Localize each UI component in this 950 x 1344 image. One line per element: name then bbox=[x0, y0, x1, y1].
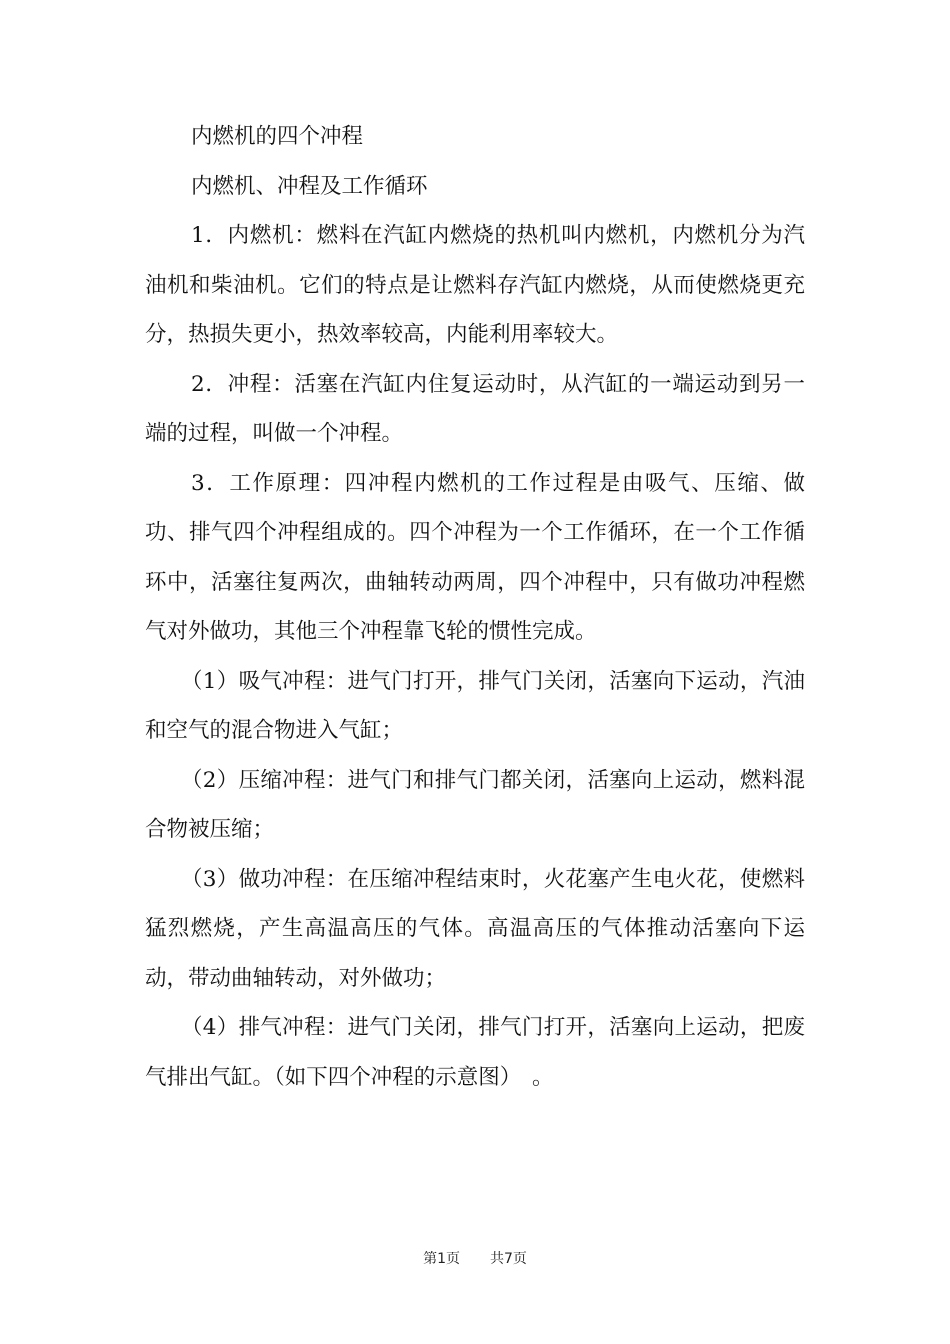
paragraph-working-principle: 3．工作原理：四冲程内燃机的工作过程是由吸气、压缩、做功、排气四个冲程组成的。四个冲程为一个工作循环，在一个工作循环中，活塞往复两次，曲轴转动两周，四个冲程中，只有做功冲程燃气对外做功，其他三个冲程靠飞轮的惯性完成。 bbox=[145, 470, 805, 644]
page-number-total: 共7页 bbox=[490, 1251, 527, 1267]
paragraph-internal-combustion-engine: 1．内燃机：燃料在汽缸内燃烧的热机叫内燃机，内燃机分为汽油机和柴油机。它们的特点是让燃料存汽缸内燃烧，从而使燃烧更充分，热损失更小，热效率较高，内能利用率较大。 bbox=[145, 223, 805, 347]
paragraph-exhaust-stroke: （4）排气冲程：进气门关闭，排气门打开，活塞向上运动，把废气排出气缸。（如下四个冲程的示意图） 。 bbox=[145, 1015, 805, 1090]
paragraph-stroke: 2．冲程：活塞在汽缸内住复运动时，从汽缸的一端运动到另一端的过程，叫做一个冲程。 bbox=[145, 371, 805, 446]
page-number-current: 第1页 bbox=[423, 1251, 460, 1267]
document-body bbox=[145, 112, 805, 1102]
document-subtitle: 内燃机、冲程及工作循环 bbox=[191, 173, 428, 199]
page-footer bbox=[0, 1248, 950, 1268]
paragraph-power-stroke: （3）做功冲程：在压缩冲程结束时，火花塞产生电火花，使燃料猛烈燃烧，产生高温高压的气体。高温高压的气体推动活塞向下运动，带动曲轴转动，对外做功； bbox=[145, 866, 805, 991]
paragraph-compression-stroke: （2）压缩冲程：进气门和排气门都关闭，活塞向上运动，燃料混合物被压缩； bbox=[145, 767, 805, 842]
paragraph-intake-stroke: （1）吸气冲程：进气门打开，排气门关闭，活塞向下运动，汽油和空气的混合物进入气缸； bbox=[145, 668, 805, 743]
document-title: 内燃机的四个冲程 bbox=[191, 124, 364, 149]
